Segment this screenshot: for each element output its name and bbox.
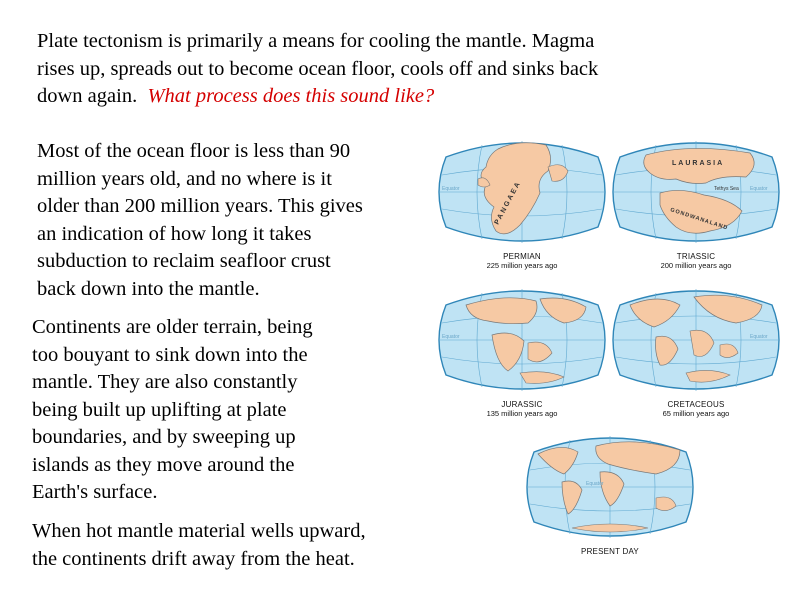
ocean-floor-paragraph — [37, 138, 432, 303]
map-age: 225 million years ago — [486, 261, 558, 270]
mantle-heat-paragraph — [32, 518, 452, 573]
svg-text:Equator: Equator — [442, 186, 460, 192]
svg-text:Equator: Equator — [586, 481, 604, 487]
text-line: back down into the mantle. — [37, 277, 260, 300]
triassic-map-image — [610, 135, 782, 250]
laurasia-label: LAURASIA — [672, 160, 725, 167]
text-line: rises up, spreads out to become ocean floor, cools off and sinks back — [37, 57, 599, 80]
question-text: What process does this sound like? — [147, 85, 435, 107]
text-line: down again. — [37, 85, 148, 107]
cretaceous-map-image — [610, 283, 782, 398]
text-line: subduction to reclaim seafloor crust — [37, 250, 331, 272]
text-line: Earth's surface. — [32, 481, 158, 503]
map-name: PERMIAN — [503, 252, 541, 261]
map-age: 200 million years ago — [660, 261, 732, 270]
permian-map-image — [436, 135, 608, 250]
text-line: being built up uplifting at plate — [32, 398, 287, 421]
tethys-label: Tethys Sea — [714, 186, 739, 192]
text-line: When hot mantle material wells upward, — [32, 520, 366, 542]
text-line: an indication of how long it takes — [37, 222, 312, 245]
svg-text:Equator: Equator — [442, 334, 460, 340]
text-line-with-question — [37, 83, 737, 111]
svg-text:Equator: Equator — [750, 334, 768, 340]
map-name: JURASSIC — [501, 400, 543, 409]
map-name: CRETACEOUS — [667, 400, 725, 409]
text-line: older than 200 million years. This gives — [37, 195, 363, 217]
present-day-map-image — [524, 430, 696, 545]
intro-paragraph — [37, 28, 737, 111]
map-cretaceous — [610, 283, 782, 423]
text-line: boundaries, and by sweeping up — [32, 426, 296, 448]
svg-text:Equator: Equator — [750, 186, 768, 192]
text-line: million years old, and no where is it — [37, 167, 332, 190]
text-line: Plate tectonism is primarily a means for cooling the mantle. Magma — [37, 30, 595, 52]
text-line: islands as they move around the — [32, 453, 295, 476]
jurassic-map-image — [436, 283, 608, 398]
pangaea-label: PANGAEA — [493, 179, 523, 226]
map-name: TRIASSIC — [676, 252, 716, 261]
map-jurassic — [436, 283, 608, 423]
map-age: 65 million years ago — [662, 409, 730, 418]
text-line: Most of the ocean floor is less than 90 — [37, 140, 351, 162]
text-line: too bouyant to sink down into the — [32, 343, 308, 366]
text-line: Continents are older terrain, being — [32, 316, 313, 338]
map-age: 135 million years ago — [486, 409, 558, 418]
gondwanaland-label: GONDWANALAND — [669, 207, 729, 232]
continents-paragraph — [32, 314, 422, 507]
text-line: the continents drift away from the heat. — [32, 547, 355, 570]
map-name: PRESENT DAY — [581, 547, 639, 556]
text-line: mantle. They are also constantly — [32, 371, 298, 393]
map-present-day — [524, 430, 696, 562]
map-triassic — [610, 135, 782, 275]
map-permian — [436, 135, 608, 275]
